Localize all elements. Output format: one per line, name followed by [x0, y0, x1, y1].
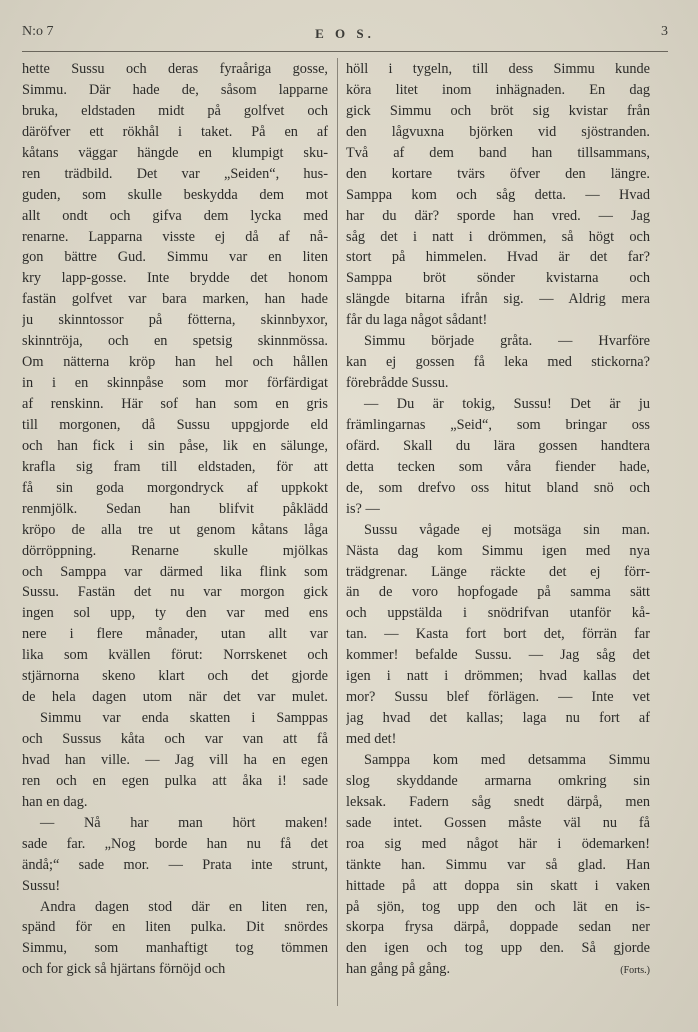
- text-line: allt ondt och gifva dem lycka med: [22, 207, 328, 224]
- text-line: leksak. Fadern såg snedt därpå, men: [346, 793, 650, 810]
- text-line: ren trädbild. Det var „Seiden“, hus-: [22, 165, 328, 182]
- text-line: gon bättre Gud. Simmu var en liten: [22, 249, 328, 266]
- text-line: Samppa kom med detsamma Simmu: [364, 751, 650, 768]
- text-line: ingen sol upp, ty den var med ens: [22, 605, 328, 622]
- text-line: sade intet. Gossen måste väl nu få: [346, 814, 650, 831]
- text-line: stort på himmelen. Hvad är det far?: [346, 249, 650, 266]
- text-line: höll i tygeln, till dess Simmu kunde: [346, 61, 650, 77]
- text-line: och Samppa var därmed lika flink som: [22, 563, 328, 580]
- text-line: is? —: [346, 500, 380, 517]
- text-line: bruka, eldstaden midt på golfvet och: [22, 102, 328, 119]
- text-line: Nästa dag kom Simmu igen med nya: [346, 542, 650, 559]
- continuation-mark: (Forts.): [620, 965, 650, 977]
- text-line: in i en skinnpåse som mor förfärdigat: [22, 375, 328, 392]
- text-line: jag hvad det kallas; laga nu fort af: [346, 710, 650, 727]
- text-line: skorpa frysa därpå, doppade sedan ner: [346, 919, 650, 936]
- text-line: Sussu vågade ej motsäga sin man.: [364, 521, 650, 538]
- text-line: gick Simmu och bröt sig kvistar från: [346, 102, 650, 119]
- text-line: med det!: [346, 731, 397, 747]
- text-line: och Sussus kåta och var van att få: [22, 731, 328, 747]
- text-line: af renskinn. Här sof han som en gris: [22, 396, 328, 412]
- text-line: tan. — Kasta fort bort det, förrän far: [346, 626, 650, 643]
- text-line: skinntröja, och en spetsig skinnmössa.: [22, 333, 328, 350]
- text-line: ren och en egen pulka att åka i! sade: [22, 772, 328, 789]
- text-line: nere i flere månader, utan allt var: [22, 626, 328, 643]
- text-line: och uppstälda i snödrifvan utanför kå-: [346, 605, 650, 622]
- text-line: köra litet inom inhägnaden. En dag: [346, 81, 650, 98]
- header-rule: [22, 51, 668, 52]
- text-line: hvad han ville. — Jag vill ha en egen: [22, 751, 328, 768]
- text-line: kry lapp-gosse. Inte brydde det honom: [22, 270, 328, 287]
- text-line: slängde bitarna ifrån sig. — Aldrig mera: [346, 291, 650, 308]
- text-line: kommer! befalde Sussu. — Jag såg det: [346, 647, 650, 664]
- text-line: de, som drefvo oss hitut bland snö och: [346, 479, 650, 496]
- text-line: ofärd. Skall du lära gossen handtera: [346, 437, 650, 454]
- text-line: och for gick så hjärtans förnöjd och: [22, 961, 226, 978]
- text-line: han gång på gång. (Forts.): [346, 959, 650, 980]
- text-line: igen i natt i drömmen; hvad kallas det: [346, 668, 650, 685]
- text-line: renarne. Lapparna visste ej då af nå-: [22, 228, 328, 245]
- text-line: — Du är tokig, Sussu! Det är ju: [364, 396, 650, 412]
- text-line: krafla sig fram till eldstaden, för att: [22, 458, 328, 475]
- text-line: däröfver ett rökhål i taket. På en af: [22, 123, 328, 140]
- text-line: — Nå har man hört maken!: [40, 814, 328, 831]
- text-line: Två af dem band han tillsammans,: [346, 144, 650, 161]
- column-divider: [337, 58, 338, 1006]
- text-line: guden, som skulle beskydda dem mot: [22, 186, 328, 203]
- text-line: Simmu började gråta. — Hvarföre: [364, 333, 650, 350]
- text-line: har du där? sporde han vred. — Jag: [346, 207, 650, 224]
- publication-title: E O S.: [315, 26, 375, 41]
- text-line: kåtans väggar hängde en klumpigt sku-: [22, 144, 328, 161]
- text-line: får du laga något sådant!: [346, 312, 488, 329]
- text-line: Simmu var enda skatten i Samppas: [40, 710, 328, 727]
- text-line: fastän golfvet var bara marken, han hade: [22, 291, 328, 308]
- text-line: Simmu, som manhaftigt tog tömmen: [22, 940, 328, 957]
- text-line: slog skyddande armarna omkring sin: [346, 772, 650, 789]
- text-line: stjärnorna skeno klart och det gjorde: [22, 668, 328, 685]
- text-line: Samppa kom och såg detta. — Hvad: [346, 186, 650, 203]
- text-line: Andra dagen stod där en liten ren,: [40, 898, 328, 915]
- text-line: såg det i natt i drömmen, så högt och: [346, 228, 650, 245]
- text-line: lika som kvällen förut: Norrskenet och: [22, 647, 328, 664]
- text-line: dörröppning. Renarne skulle mjölkas: [22, 542, 328, 559]
- text-line: renmjölk. Sedan han blifvit påklädd: [22, 500, 328, 517]
- text-line: hittade på att doppa sin skatt i vaken: [346, 877, 650, 894]
- text-line: den kortare tvärs öfver den längre.: [346, 165, 650, 182]
- text-line: sade far. „Nog borde han nu få det: [22, 835, 328, 852]
- text-line: Om nätterna kröp han hel och hållen: [22, 354, 328, 371]
- text-line: ju skinntossor på fötterna, skinnbyxor,: [22, 312, 328, 329]
- text-line: till morgonen, då Sussu uppgjorde eld: [22, 416, 328, 433]
- page-header: [22, 20, 668, 44]
- page-number: 3: [661, 24, 668, 39]
- text-line: främlingarnas „Seid“, som bringar oss: [346, 416, 650, 433]
- issue-number: N:o 7: [22, 24, 54, 39]
- text-line: den igen och tog upp den. Så gjorde: [346, 940, 650, 957]
- text-line: de hela dagen utom när det var mulet.: [22, 689, 328, 706]
- text-line: Samppa bröt sönder kvistarna och: [346, 270, 650, 287]
- text-line: på sjön, tog upp den och lät en is-: [346, 898, 650, 915]
- text-line: Sussu!: [22, 877, 61, 894]
- text-line: ändå;“ sade mor. — Prata inte strunt,: [22, 856, 328, 873]
- right-column: [346, 59, 650, 980]
- text-line: förebrådde Sussu.: [346, 375, 449, 392]
- text-line: mor? Sussu blef förlägen. — Inte vet: [346, 689, 650, 706]
- text-line: spänd för en liten pulka. Dit snördes: [22, 919, 328, 936]
- text-line: han en dag.: [22, 793, 88, 810]
- text-line: än de voro hopfogade på samma sätt: [346, 584, 650, 601]
- text-line: Simmu. Där hade de, såsom lapparne: [22, 81, 328, 98]
- text-line: den lågvuxna björken vid sjöstranden.: [346, 123, 650, 140]
- text-line: detta tecken som våra fiender hade,: [346, 458, 650, 475]
- text-line: hette Sussu och deras fyraåriga gosse,: [22, 61, 328, 77]
- text-line: kan ej gossen få leka med stickorna?: [346, 354, 650, 371]
- text-line: trädgrenar. Länge räckte det ej förr-: [346, 563, 650, 580]
- text-line: och han fick i sin påse, lik en sälunge,: [22, 437, 328, 454]
- text-line: få sin goda morgondryck af uppkokt: [22, 479, 328, 496]
- text-line: Sussu. Fastän det nu var morgon gick: [22, 584, 328, 601]
- text-line: tänkte han. Simmu var så glad. Han: [346, 856, 650, 873]
- left-column: [22, 59, 328, 980]
- text-line: roa sig med något här i ödemarken!: [346, 835, 650, 852]
- text-line: kröpo de alla tre ut genom kåtans låga: [22, 521, 328, 538]
